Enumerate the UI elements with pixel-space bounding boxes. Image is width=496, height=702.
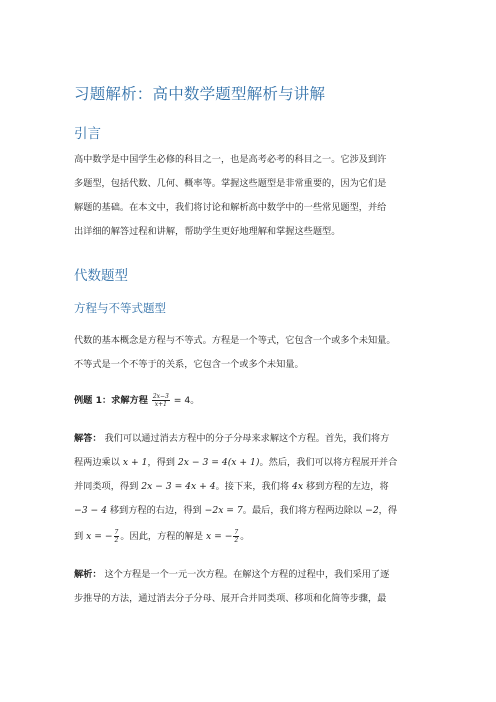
math-expression: 2x − 3 = 4(x + 1) [177, 457, 260, 468]
fraction-denominator: 2 [114, 537, 119, 544]
math-expression: x = − [205, 531, 233, 542]
example-fraction [152, 393, 170, 408]
answer-text: ，得 [378, 505, 398, 516]
subsection-heading-equations: 方程与不等式题型 [74, 301, 166, 315]
answer-line-2 [74, 457, 397, 469]
answer-text: 移到方程的左边，将 [305, 481, 389, 492]
section-heading-intro: 引言 [74, 126, 101, 142]
answer-text: 我们可以通过消去方程中的分子分母来求解这个方程。首先，我们将方 [104, 433, 390, 444]
answer-label: 解答： [74, 433, 102, 444]
algebra-para-line-1: 代数的基本概念是方程与不等式。方程是一个等式，它包含一个或多个未知量。 [74, 335, 396, 346]
fraction-numerator: 2x−3 [152, 393, 169, 400]
answer-line-3 [74, 481, 389, 493]
solution-fraction [114, 529, 120, 544]
section-heading-algebra: 代数题型 [74, 268, 128, 284]
fraction-denominator: 2 [234, 537, 239, 544]
fraction-numerator: 7 [114, 529, 119, 536]
answer-text: 到 [74, 531, 84, 542]
answer-line-1 [74, 433, 389, 445]
answer-text: 。然后，我们可以将方程展开并合 [259, 457, 398, 468]
analysis-line-1 [74, 569, 389, 581]
example-label: 例题 1：求解方程 [74, 395, 148, 406]
analysis-text: 这个方程是一个一元一次方程。在解这个方程的过程中，我们采用了逐 [104, 569, 390, 580]
analysis-line-2: 步推导的方法，通过消去分子分母、展开合并同类项、移项和化简等步骤，最 [74, 593, 387, 604]
answer-text: 移到方程的右边，得到 [109, 505, 202, 516]
math-expression: 4x [292, 481, 304, 492]
fraction-numerator: 7 [234, 529, 239, 536]
answer-text: 。接下来，我们将 [215, 481, 290, 492]
analysis-label: 解析： [74, 569, 102, 580]
intro-line-4: 出详细的解答过程和讲解，帮助学生更好地理解和掌握这些题型。 [74, 226, 341, 237]
intro-line-2: 多题型，包括代数、几何、概率等。掌握这些题型是非常重要的，因为它们是 [74, 178, 387, 189]
math-expression: x = − [86, 531, 113, 542]
example-equation-tail: = 4。 [173, 395, 200, 406]
math-expression: 2x − 3 = 4x + 4 [141, 481, 216, 492]
answer-text: 并同类项，得到 [74, 481, 139, 492]
math-expression: −3 − 4 [74, 505, 107, 516]
answer-text: 。 [240, 531, 250, 542]
answer-line-5 [74, 529, 249, 544]
intro-line-3: 解题的基础。在本文中，我们将讨论和解析高中数学中的一些常见题型，并给 [74, 202, 387, 213]
fraction-denominator: x+1 [154, 401, 167, 408]
math-expression: −2 [365, 505, 379, 516]
answer-line-4 [74, 505, 397, 517]
answer-text: 程两边乘以 [74, 457, 120, 468]
page-title: 习题解析：高中数学题型解析与讲解 [74, 85, 326, 103]
intro-line-1: 高中数学是中国学生必修的科目之一，也是高考必考的科目之一。它涉及到许 [74, 154, 387, 165]
algebra-para-line-2: 不等式是一个不等于的关系，它包含一个或多个未知量。 [74, 359, 304, 370]
answer-text: 。因此，方程的解是 [120, 531, 204, 542]
example-1 [74, 393, 199, 408]
solution-fraction [233, 529, 239, 544]
math-expression: x + 1 [122, 457, 148, 468]
math-expression: −2x = 7 [204, 505, 243, 516]
answer-text: 。最后，我们将方程两边除以 [242, 505, 363, 516]
answer-text: ，得到 [147, 457, 175, 468]
